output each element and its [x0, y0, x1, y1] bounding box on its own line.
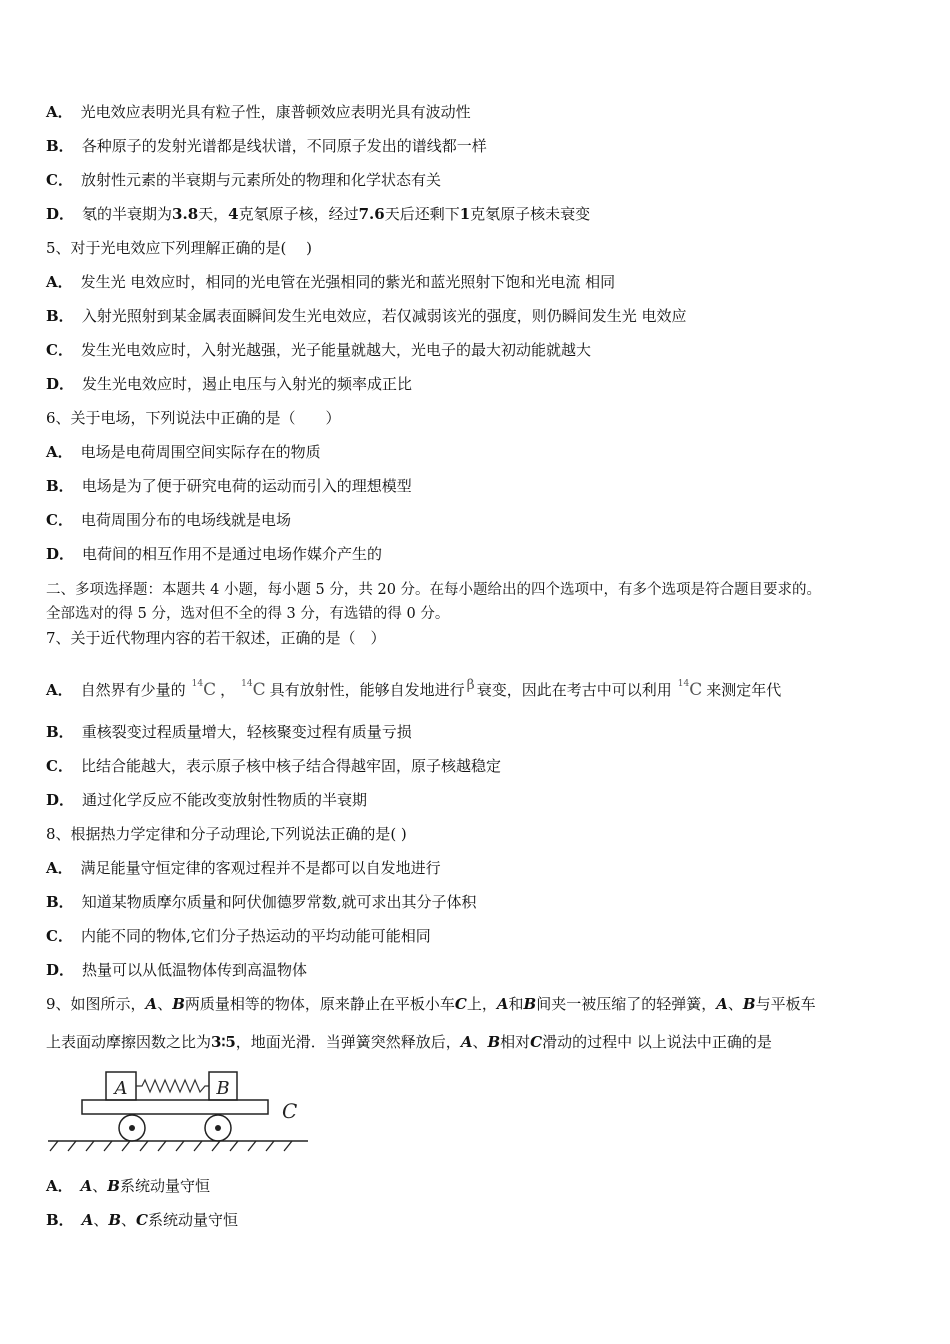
var-b: B: [487, 1033, 501, 1051]
option-text: 通过化学反应不能改变放射性物质的半衰期: [82, 791, 368, 809]
option-letter: B．: [46, 137, 74, 155]
var-a: A: [81, 1211, 94, 1229]
option-letter: D．: [46, 961, 75, 979]
option-text: ，: [220, 681, 236, 699]
carbon-symbol: C: [203, 680, 217, 700]
q-text: 上表面动摩擦因数之比为: [46, 1033, 212, 1051]
mass-number: 14: [191, 679, 204, 689]
option-line: [46, 756, 501, 776]
option-letter: C．: [46, 927, 73, 945]
label-a: A: [114, 1078, 128, 1099]
ground-hatch: [50, 1141, 292, 1151]
var-c: C: [530, 1033, 543, 1051]
option-text: 光电效应表明光具有粒子性，康普顿效应表明光具有波动性: [80, 103, 471, 121]
q-text: 与平板车: [755, 995, 816, 1013]
option-text: 氡的半衰期为: [82, 205, 173, 223]
option-letter: C．: [46, 757, 73, 775]
option-text: 克氡原子核未衰变: [470, 205, 591, 223]
option-text: 热量可以从低温物体传到高温物体: [82, 961, 308, 979]
option-line: [46, 476, 412, 496]
option-letter: C．: [46, 511, 73, 529]
option-line: [46, 272, 615, 292]
q-text: ，地面光滑．当弹簧突然释放后，: [235, 1033, 461, 1051]
number: 3.8: [172, 205, 199, 223]
option-text: 各种原子的发射光谱都是线状谱，不同原子发出的谱线都一样: [81, 137, 487, 155]
number: 4: [228, 205, 239, 223]
section-heading-cont: 全部选对的得 5 分，选对但不全的得 3 分，有选错的得 0 分。: [46, 606, 450, 622]
q-text: 9、如图所示，: [46, 995, 146, 1013]
option-letter: A．: [46, 103, 73, 121]
option-text: 具有放射性，能够自发地进行: [269, 681, 465, 699]
option-letter: D．: [46, 545, 75, 563]
ratio: 3∶5: [211, 1033, 236, 1051]
var-b: B: [108, 1211, 122, 1229]
option-line: [46, 892, 476, 912]
var-a: A: [145, 995, 158, 1013]
option-line: [46, 306, 686, 326]
number: 1: [459, 205, 471, 223]
mass-number: 14: [677, 679, 690, 689]
option-letter: B．: [46, 307, 74, 325]
option-text: 知道某物质摩尔质量和阿伏伽德罗常数,就可求出其分子体积: [81, 893, 477, 911]
question-8: 8、根据热力学定律和分子动理论,下列说法正确的是( ): [46, 825, 407, 843]
option-text: 系统动量守恒: [148, 1211, 239, 1229]
question-5: 5、对于光电效应下列理解正确的是( ): [46, 239, 313, 257]
option-line: [46, 1210, 238, 1230]
option-letter: A．: [46, 273, 73, 291]
carbon-symbol: C: [689, 680, 703, 700]
option-letter: C．: [46, 171, 73, 189]
number: 7.6: [358, 205, 385, 223]
q-text: 、: [93, 1211, 109, 1229]
option-line: [46, 374, 412, 394]
option-line: [46, 1176, 210, 1196]
var-a: A: [460, 1033, 473, 1051]
option-line: [46, 960, 307, 980]
option-text: 比结合能越大，表示原子核中核子结合得越牢固，原子核越稳定: [80, 757, 501, 775]
spring: [136, 1080, 209, 1092]
option-line: [46, 102, 471, 122]
option-line: [46, 790, 367, 810]
option-line: [46, 136, 487, 156]
var-b: B: [107, 1177, 120, 1195]
option-text: 系统动量守恒: [119, 1177, 210, 1195]
q-text: 两质量相等的物体，原来静止在平板小车: [184, 995, 455, 1013]
option-text: 入射光照射到某金属表面瞬间发生光电效应，若仅减弱该光的强度，则仍瞬间发生光 电效应: [81, 307, 687, 325]
option-line: [46, 340, 591, 360]
option-letter: B．: [46, 723, 74, 741]
axle-right: [215, 1125, 221, 1131]
option-letter: A．: [46, 859, 73, 877]
question-7: 7、关于近代物理内容的若干叙述，正确的是（ ）: [46, 629, 386, 647]
var-a: A: [80, 1177, 93, 1195]
option-text: 满足能量守恒定律的客观过程并不是都可以自发地进行: [80, 859, 441, 877]
option-letter: A．: [46, 1177, 73, 1195]
option-line: [46, 442, 321, 462]
option-text: 天后还剩下: [384, 205, 460, 223]
var-b: B: [742, 995, 756, 1013]
mass-number: 14: [241, 679, 253, 689]
option-text: 重核裂变过程质量增大，轻核聚变过程有质量亏损: [81, 723, 412, 741]
option-letter: D．: [46, 375, 75, 393]
option-line: [46, 510, 291, 530]
option-letter: A．: [46, 443, 73, 461]
option-letter: D．: [46, 791, 75, 809]
option-line: [46, 722, 412, 742]
label-c: C: [282, 1099, 298, 1123]
option-letter: B．: [46, 477, 74, 495]
var-c: C: [136, 1211, 148, 1229]
q-text: 相对: [500, 1033, 531, 1051]
option-line: [46, 544, 382, 564]
q-text: 、: [472, 1033, 488, 1051]
axle-left: [129, 1125, 135, 1131]
option-text: 放射性元素的半衰期与元素所处的物理和化学状态有关: [80, 171, 441, 189]
q-text: 、: [157, 995, 173, 1013]
var-b: B: [523, 995, 537, 1013]
label-b: B: [216, 1078, 230, 1099]
option-line: [46, 170, 441, 190]
section-heading: 二、多项选择题：本题共 4 小题，每小题 5 分，共 20 分。在每小题给出的四个选项中，有多个选项是符合题目要求的。: [46, 582, 822, 598]
option-text: 电场是为了便于研究电荷的运动而引入的理想模型: [81, 477, 412, 495]
option-letter: B．: [46, 893, 74, 911]
option-text: 发生光 电效应时，相同的光电管在光强相同的紫光和蓝光照射下饱和光电流 相同: [80, 273, 616, 291]
option-text: 电荷周围分布的电场线就是电场: [80, 511, 291, 529]
option-line: [46, 674, 781, 700]
question-9: [46, 994, 816, 1014]
option-letter: A．: [46, 681, 73, 699]
option-line: [46, 858, 441, 878]
option-line: [46, 204, 590, 224]
beta-symbol: β: [466, 677, 475, 693]
q-text: 间夹一被压缩了的轻弹簧，: [536, 995, 717, 1013]
q-text: 滑动的过程中 以上说法中正确的是: [542, 1033, 772, 1051]
cart-spring-diagram: [46, 1062, 316, 1154]
q-text: 、: [92, 1177, 108, 1195]
option-text: 自然界有少量的: [80, 681, 186, 699]
q-text: 上，: [466, 995, 497, 1013]
carbon-symbol: C: [252, 680, 266, 700]
option-text: 发生光电效应时，遏止电压与入射光的频率成正比: [82, 375, 413, 393]
q-text: 、: [121, 1211, 137, 1229]
option-text: 来测定年代: [706, 681, 782, 699]
option-text: 衰变，因此在考古中可以利用: [476, 681, 672, 699]
option-letter: B．: [46, 1211, 74, 1229]
option-text: 内能不同的物体,它们分子热运动的平均动能可能相同: [80, 927, 431, 945]
question-6: 6、关于电场，下列说法中正确的是（ ）: [46, 409, 341, 427]
option-text: 电荷间的相互作用不是通过电场作媒介产生的: [82, 545, 383, 563]
var-a: A: [716, 995, 728, 1013]
option-line: [46, 926, 431, 946]
var-b: B: [172, 995, 185, 1013]
cart-plate: [82, 1100, 268, 1114]
option-text: 电场是电荷周围空间实际存在的物质: [80, 443, 321, 461]
option-letter: C．: [46, 341, 73, 359]
var-c: C: [454, 995, 467, 1013]
q-text: 和: [508, 995, 524, 1013]
option-letter: D．: [46, 205, 75, 223]
option-text: 克氡原子核，经过: [238, 205, 359, 223]
var-a: A: [496, 995, 509, 1013]
option-text: 天，: [198, 205, 229, 223]
option-text: 发生光电效应时，入射光越强，光子能量就越大，光电子的最大初动能就越大: [80, 341, 591, 359]
question-9-cont: [46, 1032, 772, 1052]
q-text: 、: [727, 995, 743, 1013]
